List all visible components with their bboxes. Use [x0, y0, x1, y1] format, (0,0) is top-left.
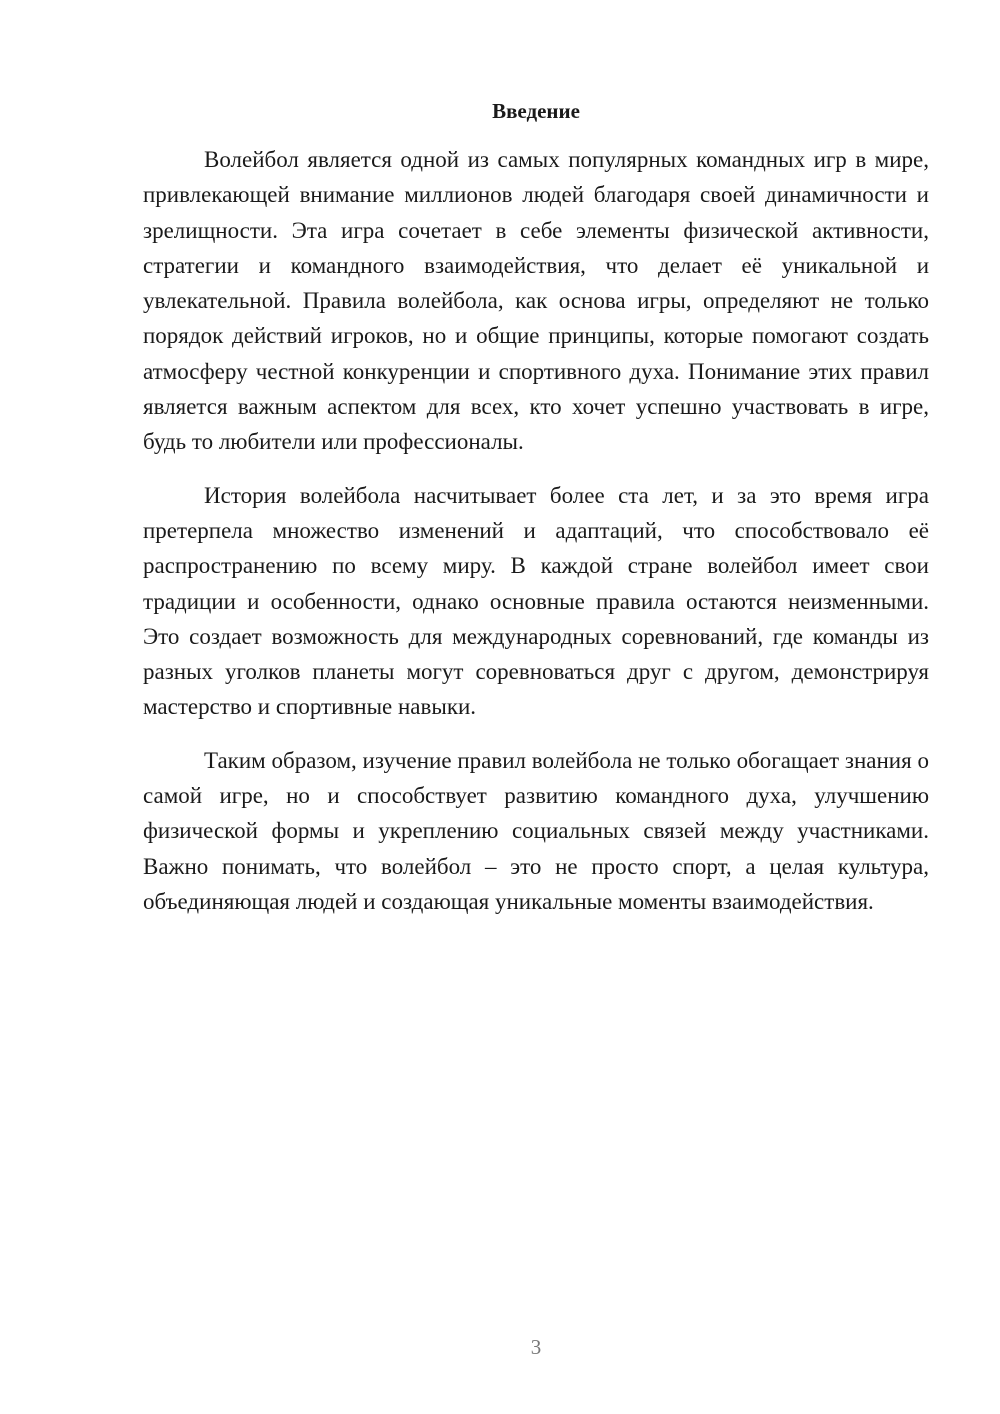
- body-text: [143, 142, 929, 937]
- paragraph-2: История волейбола насчитывает более ста лет, и за это время игра претерпела множество изменений и адаптаций, что способствовало её распространению по всему миру. В каждой стране волейбол имеет свои традиции и особенности, однако основные правила остаются неизменными. Это создает возможность для международных соревнований, где команды из разных уголков планеты могут соревноваться друг с другом, демонстрируя мастерство и спортивные навыки.: [143, 482, 929, 720]
- paragraph-3: Таким образом, изучение правил волейбола не только обогащает знания о самой игре, но и способствует развитию командного духа, улучшению физической формы и укреплению социальных связей между участниками. Важно понимать, что волейбол – это не просто спорт, а целая культура, объединяющая людей и создающая уникальные моменты взаимодействия.: [143, 747, 929, 914]
- paragraph-1: Волейбол является одной из самых популярных командных игр в мире, привлекающей внимание миллионов людей благодаря своей динамичности и зрелищности. Эта игра сочетает в себе элементы физической активности, стратегии и командного взаимодействия, что делает её уникальной и увлекательной. Правила волейбола, как основа игры, определяют не только порядок действий игроков, но и общие принципы, которые помогают создать атмосферу честной конкуренции и спортивного духа. Понимание этих правил является важным аспектом для всех, кто хочет успешно участвовать в игре, будь то любители или профессионалы.: [143, 147, 929, 455]
- page-number: 3: [530, 1335, 542, 1359]
- section-heading: Введение: [492, 99, 580, 123]
